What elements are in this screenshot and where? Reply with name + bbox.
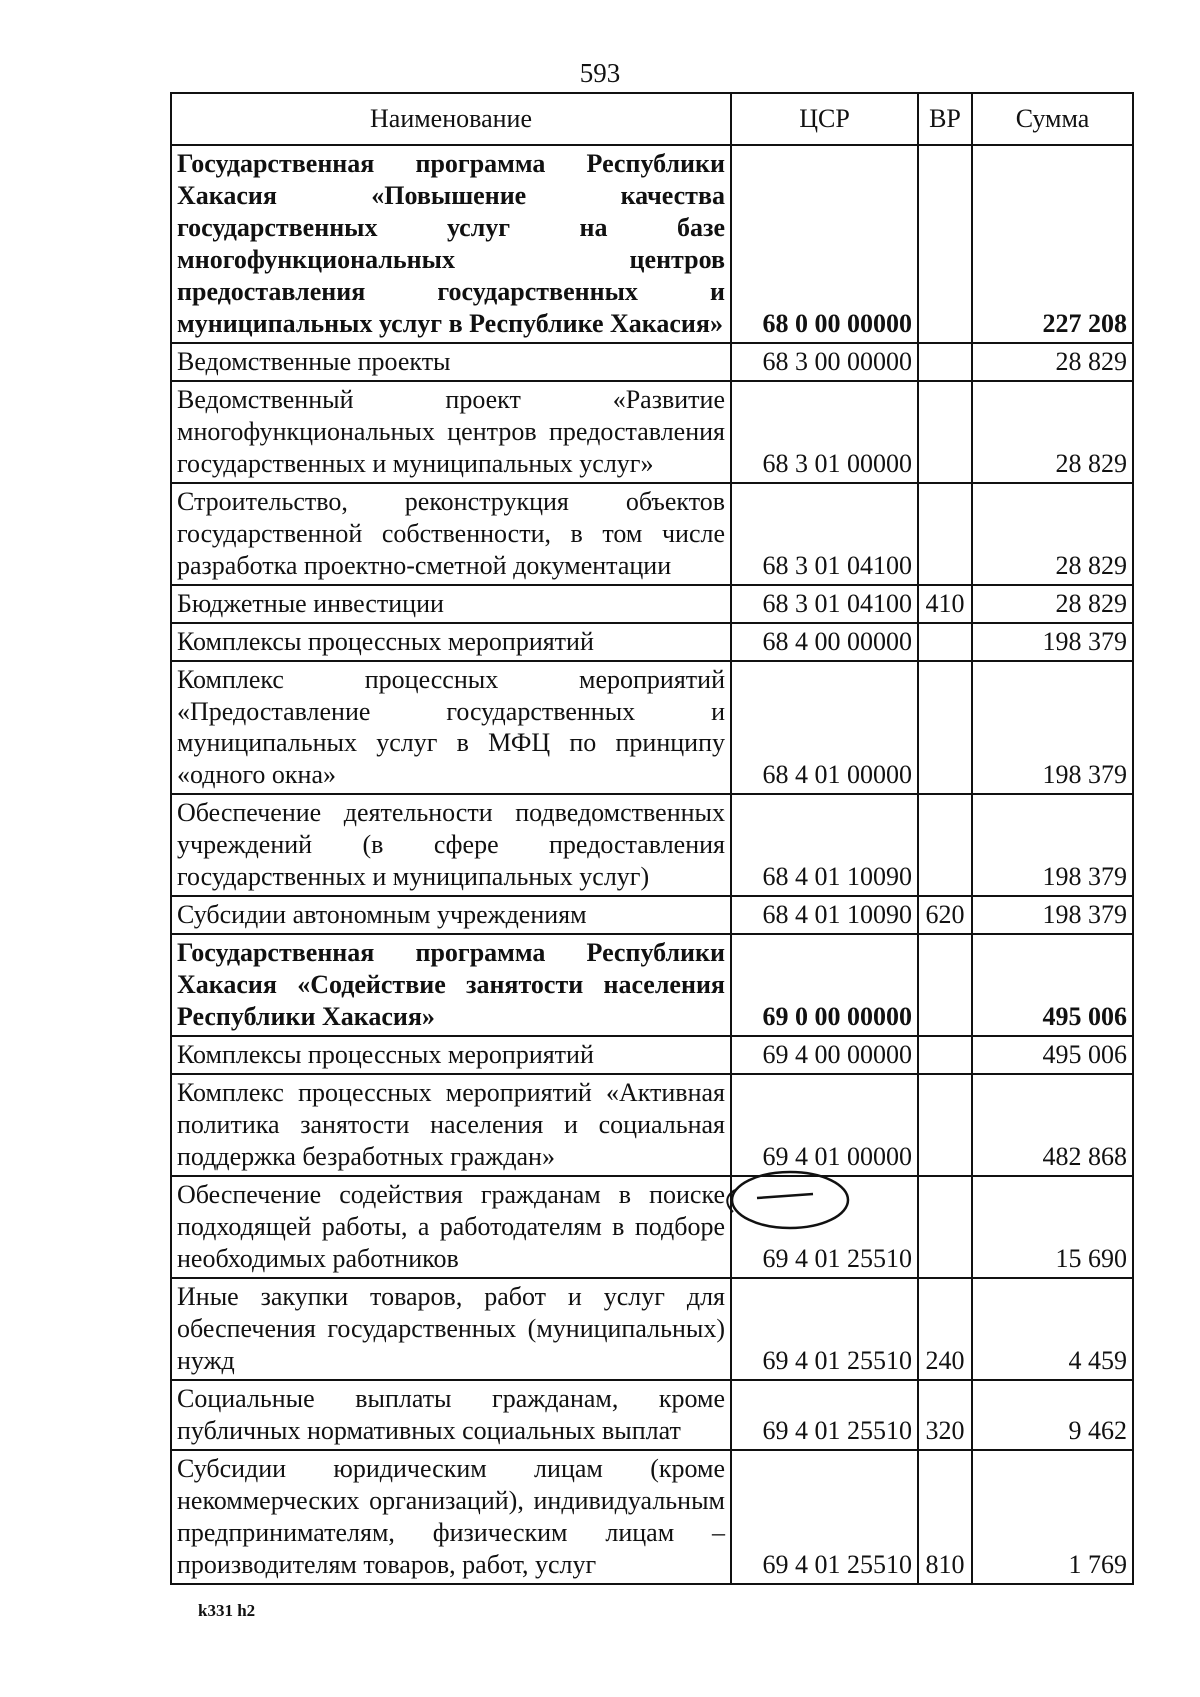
row-vr: 240 bbox=[918, 1278, 972, 1380]
row-vr bbox=[918, 1176, 972, 1278]
row-vr bbox=[918, 483, 972, 585]
row-csr: 69 4 00 00000 bbox=[731, 1036, 918, 1074]
header-name: Наименование bbox=[171, 93, 731, 145]
row-sum: 1 769 bbox=[972, 1450, 1133, 1584]
row-vr bbox=[918, 1036, 972, 1074]
row-vr bbox=[918, 623, 972, 661]
table-row bbox=[171, 1380, 1133, 1450]
row-vr bbox=[918, 381, 972, 483]
row-vr bbox=[918, 934, 972, 1036]
table-row bbox=[171, 794, 1133, 896]
row-sum: 4 459 bbox=[972, 1278, 1133, 1380]
row-sum: 495 006 bbox=[972, 1036, 1133, 1074]
header-csr: ЦСР bbox=[731, 93, 918, 145]
row-vr bbox=[918, 343, 972, 381]
row-sum: 198 379 bbox=[972, 896, 1133, 934]
row-vr: 320 bbox=[918, 1380, 972, 1450]
table-row bbox=[171, 343, 1133, 381]
row-csr: 68 3 01 00000 bbox=[731, 381, 918, 483]
table-header-row bbox=[171, 93, 1133, 145]
table-row bbox=[171, 934, 1133, 1036]
row-sum: 227 208 bbox=[972, 145, 1133, 343]
table-row bbox=[171, 483, 1133, 585]
row-csr: 69 0 00 00000 bbox=[731, 934, 918, 1036]
row-csr: 68 4 01 10090 bbox=[731, 896, 918, 934]
page-number: 593 bbox=[579, 58, 621, 88]
row-csr: 68 4 01 00000 bbox=[731, 661, 918, 795]
row-vr bbox=[918, 145, 972, 343]
row-csr: 68 3 01 04100 bbox=[731, 483, 918, 585]
budget-table bbox=[170, 92, 1134, 1585]
table-row bbox=[171, 661, 1133, 795]
footer-code: k331 h2 bbox=[198, 1601, 256, 1620]
row-vr: 410 bbox=[918, 585, 972, 623]
row-vr: 810 bbox=[918, 1450, 972, 1584]
row-sum: 28 829 bbox=[972, 343, 1133, 381]
row-name: Бюджетные инвестиции bbox=[171, 585, 731, 623]
row-sum: 9 462 bbox=[972, 1380, 1133, 1450]
row-sum: 198 379 bbox=[972, 661, 1133, 795]
row-name: Субсидии автономным учреждениям bbox=[171, 896, 731, 934]
row-vr bbox=[918, 1074, 972, 1176]
table-row bbox=[171, 1176, 1133, 1278]
row-csr: 68 0 00 00000 bbox=[731, 145, 918, 343]
row-sum: 482 868 bbox=[972, 1074, 1133, 1176]
row-name: Социальные выплаты гражданам, кроме публичных нормативных социальных выплат bbox=[171, 1380, 731, 1450]
row-sum: 198 379 bbox=[972, 623, 1133, 661]
table-row bbox=[171, 585, 1133, 623]
row-name: Комплексы процессных мероприятий bbox=[171, 623, 731, 661]
table-row bbox=[171, 1450, 1133, 1584]
table-row bbox=[171, 381, 1133, 483]
table-row bbox=[171, 1036, 1133, 1074]
row-csr: 69 4 01 25510 bbox=[731, 1380, 918, 1450]
row-csr: 68 4 00 00000 bbox=[731, 623, 918, 661]
row-sum: 28 829 bbox=[972, 585, 1133, 623]
row-vr: 620 bbox=[918, 896, 972, 934]
row-sum: 28 829 bbox=[972, 483, 1133, 585]
row-name: Обеспечение содействия гражданам в поиске подходящей работы, а работодателям в подборе необходимых работников bbox=[171, 1176, 731, 1278]
row-csr: 69 4 01 00000 bbox=[731, 1074, 918, 1176]
row-name: Комплексы процессных мероприятий bbox=[171, 1036, 731, 1074]
row-vr bbox=[918, 661, 972, 795]
row-name: Обеспечение деятельности подведомственных учреждений (в сфере предоставления государственных и муниципальных услуг) bbox=[171, 794, 731, 896]
row-csr: 68 3 01 04100 bbox=[731, 585, 918, 623]
row-name: Комплекс процессных мероприятий «Предоставление государственных и муниципальных услуг в МФЦ по принципу «одного окна» bbox=[171, 661, 731, 795]
row-csr: 69 4 01 25510 bbox=[731, 1450, 918, 1584]
row-name: Ведомственный проект «Развитие многофункциональных центров предоставления государственных и муниципальных услуг» bbox=[171, 381, 731, 483]
row-vr bbox=[918, 794, 972, 896]
header-sum: Сумма bbox=[972, 93, 1133, 145]
table-row bbox=[171, 1278, 1133, 1380]
table-row bbox=[171, 145, 1133, 343]
table-row bbox=[171, 896, 1133, 934]
row-sum: 495 006 bbox=[972, 934, 1133, 1036]
row-name: Государственная программа Республики Хакасия «Повышение качества государственных услуг на базе многофункциональных центров предоставления государственных и муниципальных услуг в Республике Хакасия» bbox=[171, 145, 731, 343]
header-vr: ВР bbox=[918, 93, 972, 145]
row-csr: 68 4 01 10090 bbox=[731, 794, 918, 896]
table-row bbox=[171, 623, 1133, 661]
row-sum: 28 829 bbox=[972, 381, 1133, 483]
row-name: Комплекс процессных мероприятий «Активная политика занятости населения и социальная поддержка безработных граждан» bbox=[171, 1074, 731, 1176]
row-name: Иные закупки товаров, работ и услуг для обеспечения государственных (муниципальных) нужд bbox=[171, 1278, 731, 1380]
row-sum: 15 690 bbox=[972, 1176, 1133, 1278]
row-name: Государственная программа Республики Хакасия «Содействие занятости населения Республики Хакасия» bbox=[171, 934, 731, 1036]
row-csr: 69 4 01 25510 bbox=[731, 1278, 918, 1380]
row-sum: 198 379 bbox=[972, 794, 1133, 896]
row-name: Строительство, реконструкция объектов государственной собственности, в том числе разработка проектно-сметной документации bbox=[171, 483, 731, 585]
row-name: Ведомственные проекты bbox=[171, 343, 731, 381]
row-name: Субсидии юридическим лицам (кроме некоммерческих организаций), индивидуальным предпринимателям, физическим лицам – производителям товаров, работ, услуг bbox=[171, 1450, 731, 1584]
row-csr: 68 3 00 00000 bbox=[731, 343, 918, 381]
table-row bbox=[171, 1074, 1133, 1176]
row-csr: 69 4 01 25510 bbox=[731, 1176, 918, 1278]
